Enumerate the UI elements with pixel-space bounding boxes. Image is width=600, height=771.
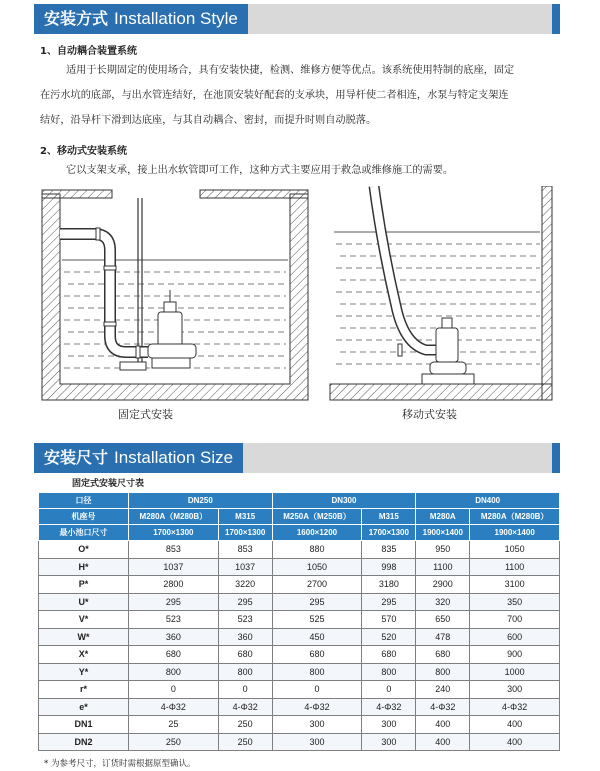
table-row [39, 576, 560, 594]
row-label-frame: 机座号 [39, 509, 129, 525]
table-cell: 400 [416, 716, 470, 734]
table-cell: 295 [129, 593, 219, 611]
table-cell: 650 [416, 611, 470, 629]
section-bar-tail [552, 443, 560, 473]
table-cell: 680 [362, 646, 416, 664]
row-label: P* [39, 576, 129, 594]
table-cell: 25 [129, 716, 219, 734]
table-cell: 4-Φ32 [362, 698, 416, 716]
table-cell: 450 [272, 628, 362, 646]
row-label: r* [39, 681, 129, 699]
table-cell: 880 [272, 541, 362, 559]
section-title-en: Installation Size [114, 448, 234, 467]
section-bar-tail [552, 4, 560, 34]
frame-cell: M315 [218, 509, 272, 525]
table-cell: 800 [272, 663, 362, 681]
table-cell: 800 [362, 663, 416, 681]
table-cell: 0 [362, 681, 416, 699]
table-header-row-caliber [39, 493, 560, 509]
row-label: DN2 [39, 733, 129, 751]
row-label: O* [39, 541, 129, 559]
section-title-cn: 安装尺寸 [44, 448, 109, 467]
table-cell: 300 [362, 716, 416, 734]
row-label-caliber: 口径 [39, 493, 129, 509]
table-cell: 300 [362, 733, 416, 751]
table-cell: 295 [362, 593, 416, 611]
table-cell: 3100 [470, 576, 560, 594]
fixed-installation-diagram [40, 186, 310, 401]
table-row [39, 663, 560, 681]
table-title: 固定式安装尺寸表 [72, 479, 145, 489]
table-cell: 0 [272, 681, 362, 699]
table-cell: 400 [416, 733, 470, 751]
pit-size-cell: 1700×1300 [362, 525, 416, 541]
table-cell: 250 [218, 733, 272, 751]
table-cell: 1000 [470, 663, 560, 681]
table-cell: 2800 [129, 576, 219, 594]
table-cell: 525 [272, 611, 362, 629]
table-cell: 300 [272, 733, 362, 751]
table-header-row-pit [39, 525, 560, 541]
table-cell: 320 [416, 593, 470, 611]
table-cell: 250 [218, 716, 272, 734]
table-cell: 4-Φ32 [272, 698, 362, 716]
heading-auto-coupling: 1、自动耦合装置系统 [40, 46, 137, 57]
table-cell: 800 [416, 663, 470, 681]
installation-size-table [38, 492, 560, 751]
table-row [39, 541, 560, 559]
table-cell: 240 [416, 681, 470, 699]
mobile-installation-diagram [326, 186, 556, 401]
frame-cell: M280A（M280B） [470, 509, 560, 525]
table-cell: 600 [470, 628, 560, 646]
table-cell: 520 [362, 628, 416, 646]
paragraph-line-3: 结好，沿导杆下滑到达底座，与其自动耦合、密封，而提升时则自动脱落。 [40, 115, 377, 126]
row-label: U* [39, 593, 129, 611]
pit-size-cell: 1600×1200 [272, 525, 362, 541]
table-cell: 1100 [416, 558, 470, 576]
row-label: V* [39, 611, 129, 629]
frame-cell: M250A（M250B） [272, 509, 362, 525]
table-row [39, 716, 560, 734]
table-cell: 3180 [362, 576, 416, 594]
row-label-pit-size: 最小池口尺寸 [39, 525, 129, 541]
caption-fixed-install: 固定式安装 [118, 408, 173, 421]
table-cell: 835 [362, 541, 416, 559]
table-header-row-frame [39, 509, 560, 525]
table-cell: 350 [470, 593, 560, 611]
table-cell: 680 [272, 646, 362, 664]
table-cell: 570 [362, 611, 416, 629]
table-row [39, 646, 560, 664]
pit-size-cell: 1700×1300 [129, 525, 219, 541]
row-label: W* [39, 628, 129, 646]
table-cell: 523 [218, 611, 272, 629]
table-cell: 2700 [272, 576, 362, 594]
table-cell: 0 [129, 681, 219, 699]
table-cell: 680 [416, 646, 470, 664]
table-row [39, 593, 560, 611]
section-header-installation-size [34, 443, 560, 473]
table-cell: 4-Φ32 [470, 698, 560, 716]
row-label: X* [39, 646, 129, 664]
paragraph-mobile: 它以支架支承，接上出水软管即可工作，这种方式主要应用于救急或维修施工的需要。 [66, 165, 454, 176]
table-cell: 478 [416, 628, 470, 646]
table-cell: 1050 [272, 558, 362, 576]
table-cell: 0 [218, 681, 272, 699]
table-cell: 400 [470, 733, 560, 751]
pit-size-cell: 1700×1300 [218, 525, 272, 541]
table-cell: 680 [129, 646, 219, 664]
group-dn300: DN300 [272, 493, 416, 509]
section-title-box [34, 443, 243, 473]
frame-cell: M280A（M280B） [129, 509, 219, 525]
pit-size-cell: 1900×1400 [470, 525, 560, 541]
table-cell: 360 [218, 628, 272, 646]
group-dn250: DN250 [129, 493, 273, 509]
heading-mobile-install: 2、移动式安装系统 [40, 146, 127, 157]
table-cell: 1050 [470, 541, 560, 559]
table-cell: 1100 [470, 558, 560, 576]
table-row [39, 681, 560, 699]
table-cell: 950 [416, 541, 470, 559]
table-row [39, 698, 560, 716]
table-footnote: * 为参考尺寸，订货时需根据原型确认。 [44, 759, 196, 769]
row-label: DN1 [39, 716, 129, 734]
table-cell: 4-Φ32 [129, 698, 219, 716]
table-cell: 853 [218, 541, 272, 559]
table-cell: 295 [272, 593, 362, 611]
table-cell: 523 [129, 611, 219, 629]
table-cell: 1037 [218, 558, 272, 576]
table-cell: 360 [129, 628, 219, 646]
table-cell: 250 [129, 733, 219, 751]
table-row [39, 611, 560, 629]
frame-cell: M315 [362, 509, 416, 525]
frame-cell: M280A [416, 509, 470, 525]
table-cell: 2900 [416, 576, 470, 594]
section-title-cn: 安装方式 [44, 9, 109, 28]
pit-size-cell: 1900×1400 [416, 525, 470, 541]
paragraph-line-2: 在污水坑的底部，与出水管连结好，在池顶安装好配套的支承块，用导杆使二者相连，水泵与特定支架连 [40, 90, 509, 101]
table-cell: 900 [470, 646, 560, 664]
table-cell: 4-Φ32 [218, 698, 272, 716]
table-cell: 700 [470, 611, 560, 629]
row-label: Y* [39, 663, 129, 681]
table-body [39, 541, 560, 751]
table-cell: 853 [129, 541, 219, 559]
table-cell: 4-Φ32 [416, 698, 470, 716]
group-dn400: DN400 [416, 493, 560, 509]
table-cell: 998 [362, 558, 416, 576]
table-cell: 400 [470, 716, 560, 734]
table-row [39, 733, 560, 751]
row-label: H* [39, 558, 129, 576]
table-cell: 300 [470, 681, 560, 699]
table-cell: 800 [218, 663, 272, 681]
section-title-box [34, 4, 248, 34]
section-header-installation-style [34, 4, 560, 34]
table-cell: 300 [272, 716, 362, 734]
table-cell: 1037 [129, 558, 219, 576]
caption-mobile-install: 移动式安装 [402, 408, 457, 421]
paragraph-line-1: 适用于长期固定的使用场合，具有安装快捷，检测、维修方便等优点。该系统使用特制的底座，固定 [66, 65, 515, 76]
row-label: e* [39, 698, 129, 716]
table-cell: 800 [129, 663, 219, 681]
table-cell: 295 [218, 593, 272, 611]
table-cell: 680 [218, 646, 272, 664]
table-row [39, 628, 560, 646]
section-title-en: Installation Style [114, 9, 238, 28]
table-cell: 3220 [218, 576, 272, 594]
table-row [39, 558, 560, 576]
